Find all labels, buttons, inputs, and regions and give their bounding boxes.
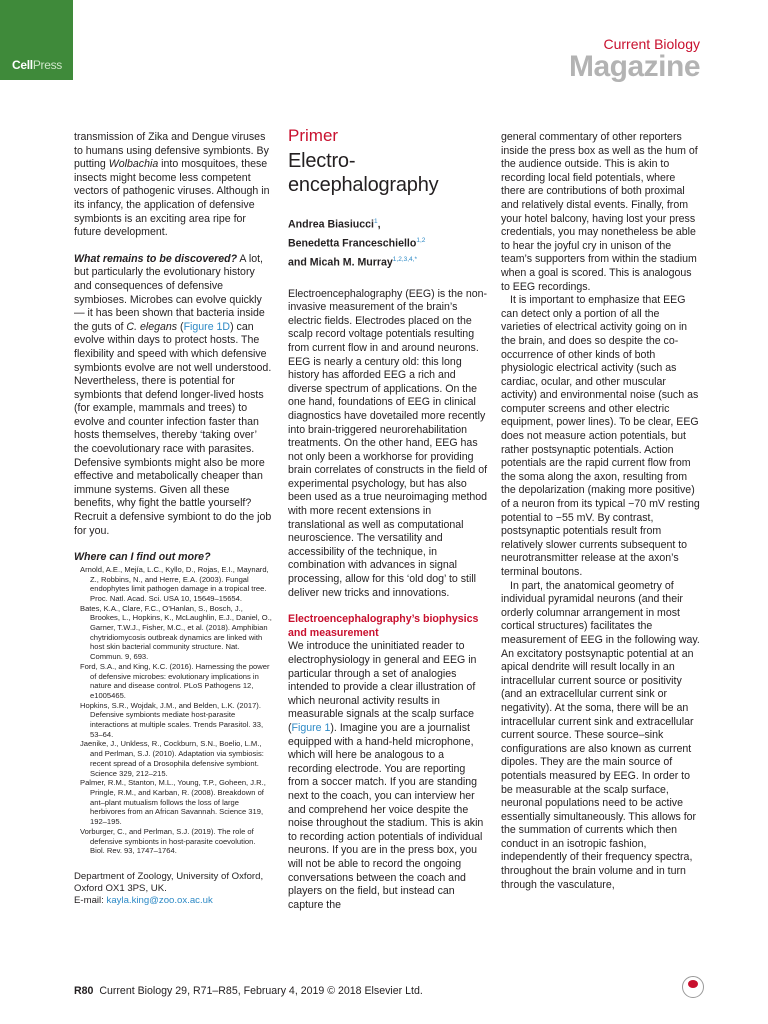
affiliation-marker[interactable]: 1: [373, 217, 378, 225]
page-number: R80: [74, 985, 94, 997]
figure-link[interactable]: Figure 1D: [183, 320, 231, 333]
reference-item: Palmer, R.M., Stanton, M.L., Young, T.P., Goheen, J.R., Pringle, R.M., and Karban, R. (2008). Breakdown of ant–plant mutualism follows the loss of large herbivores from an African Savannah. Science 319, 192–195.: [80, 778, 266, 827]
references-heading: Where can I find out more?: [74, 551, 211, 564]
crossmark-icon[interactable]: [682, 976, 704, 998]
figure-link[interactable]: Figure 1: [291, 721, 331, 734]
author-name: Andrea Biasiucci: [288, 218, 374, 231]
affiliation-marker[interactable]: 1,2: [416, 236, 426, 244]
page-footer: [74, 985, 423, 997]
email-line: [74, 895, 272, 907]
paragraph: [74, 131, 272, 240]
citation: Current Biology 29, R71–R85, February 4, 2019 © 2018 Elsevier Ltd.: [99, 985, 423, 997]
logo-bold: Cell: [12, 58, 33, 72]
author-name: Benedetta Franceschiello: [288, 237, 417, 250]
article-type: Primer: [288, 126, 339, 145]
question-heading: What remains to be discovered?: [74, 252, 238, 265]
text-span: into mosquitoes, these insects might become less competent vectors of pathogenic viruses. Although in its infancy, the application of defensive symbionts is an exciting area ripe for future development.: [74, 158, 270, 239]
text-span: A lot, but particularly the evolutionary history and consequences of defensive symbioses. Microbes can evolve quickly — it has been shown that bacteria inside the guts of: [74, 252, 265, 333]
italic-term: Wolbachia: [108, 158, 159, 171]
text-span: transmission of Zika and Dengue viruses to humans using defensive symbionts. By putting: [74, 131, 269, 171]
paragraph: It is important to emphasize that EEG can detect only a portion of all the varieties of electrical activity going on in the brain, and does so despite the co-occurrence of other kinds of both physiologic electrical activity (such as cardiac, ocular, and other muscular activity) and environmental noise (such as computer screens and other electric equipment, power lines). To be clear, EEG does not measure action potentials, but rather postsynaptic potentials. Action potentials are the rapid current flow from the soma along the axon, resulting from the depolarization (making more positive) of a neuron from its typical −70 mV resting potential to −55 mV. By contrast, postsynaptic potentials result from relatively slower currents subsequent to neurotransmitter release at the axon’s terminal boutons.: [501, 294, 700, 578]
email-label: E-mail:: [74, 895, 107, 907]
journal-name: Current Biology: [603, 36, 700, 52]
italic-term: C. elegans: [126, 320, 178, 333]
section-name: Magazine: [568, 50, 700, 83]
section-heading: Electroencephalography’s biophysics and measurement: [288, 613, 479, 639]
column-2: [288, 126, 488, 912]
reference-item: Arnold, A.E., Mejía, L.C., Kyllo, D., Rojas, E.I., Maynard, Z., Robbins, N., and Herre, E.A. (2003). Fungal endophytes limit pathogen damage in a tropical tree. Proc. Natl. Acad. Sci. USA 10, 15649–15654.: [80, 564, 269, 603]
reference-item: Bates, K.A., Clare, F.C., O’Hanlan, S., Bosch, J., Brookes, L., Hopkins, K., McLaughlin, E.J., Daniel, O., Garner, T.W.J., Fisher, M.C., et al. (2018). Amphibian chytridiomycosis outbreak dynamics are linked with host skin bacterial community structure. Nat. Commun. 9, 693.: [80, 603, 272, 662]
paragraph: [288, 640, 488, 912]
paragraph: general commentary of other reporters inside the press box as well as the hum of the audience outside. This is akin to recording local field potentials, where there are contributions of both proximal and relatively distal events. Finally, from your hotel balcony, having lost your press credentials, you may nonetheless be able to hear the joyful cry in unison of the team’s supporters from within the stadium when a goal is scored. This is analogous to EEG recordings.: [501, 131, 698, 293]
text-span: ) can evolve within days to protect hosts. The flexibility and speed with which defensive symbionts evolve are not well understood. Nevertheless, there is potential for symbionts that defend longer-lived hosts (for example, mammals and trees) to evolve and counter infection faster than hosts themselves, thereby ‘taking over’ the coevolutionary race with parasites. Defensive symbionts might also be more effective and metabolically cheaper than immune systems. Given all these benefits, why fight the battle yourself? Recruit a defensive symbiont to do the job for you.: [74, 320, 272, 537]
column-3: [501, 131, 701, 892]
reference-item: Jaenike, J., Unkless, R., Cockburn, S.N., Boelio, L.M., and Perlman, S.J. (2010). Adaptation via symbiosis: recent spread of a Drosophila defensive symbiont. Science 329, 212–215.: [80, 739, 264, 778]
text-span: (: [177, 320, 184, 333]
author: Andrea Biasiucci$^1$,: [288, 217, 381, 231]
intro-paragraph: Electroencephalography (EEG) is the non-invasive measurement of the brain’s electric fields. Electrodes placed on the scalp record voltage potentials resulting from current flow in and around neurons. EEG is nearly a century old: this long history has afforded EEG a rich and diverse spectrum of applications. On the one hand, foundations of EEG in clinical diagnostics have dovetailed more recently into brain-triggered neurorehabilitation treatments. On the other hand, EEG has not only been a workhorse for providing brain correlates of constructs in the field of experimental psychology, but has also been used as a true neuroimaging method with more recent extensions in translational as well as computational neuroscience. The versatility and accessibility of the technique, in combination with advances in signal processing, allow for this ‘old dog’ to still deliver new tricks and innovations.: [288, 287, 488, 599]
reference-item: Hopkins, S.R., Wojdak, J.M., and Belden, L.K. (2017). Defensive symbionts mediate host-parasite interactions at multiple scales. Trends Parasitol. 33, 53–64.: [80, 700, 264, 739]
author-name: and Micah M. Murray: [288, 256, 393, 269]
email-link[interactable]: kayla.king@zoo.ox.ac.uk: [106, 895, 213, 907]
paragraph: [74, 253, 272, 538]
text-span: We introduce the uninitiated reader to electrophysiology in general and EEG in particular through a set of analogies intended to provide a clear illustration of which neuronal activity results in measurable signals at the scalp surface (: [288, 640, 477, 734]
article-title: Electro-encephalography: [288, 149, 439, 196]
affiliation-marker[interactable]: 1,2,3,4,*: [392, 256, 417, 264]
text-span: ). Imagine you are a journalist equipped with a hand-held microphone, which will here be analogous to a recording electrode. You are reporting from a soccer match. If you are standing next to the coach, you can interview her and comprehend her voice despite the noise throughout the stadium. This is akin to recording action potentials of individual neurons. If you are in the press box, you will not be able to record the ongoing conversations between the coach and players on the field, but instead can capture the: [288, 721, 484, 911]
cellpress-logo: [0, 0, 73, 80]
author: [288, 233, 488, 252]
author-address: [74, 871, 272, 908]
paragraph: In part, the anatomical geometry of individual pyramidal neurons (and their orderly columnar arrangement in most cortical structures) facilitates the measurement of EEG in the following way. An excitatory postsynaptic potential at an apical dendrite will result locally in an intracellular current source or positivity (and an extracellular current sink or negativity). At the soma, there will be an intracellular current sink and extracellular current source. These source–sink configurations are also known as current dipoles. They are the main source of potentials measured by EEG. In order to be measurable at the scalp surface, neuronal populations need to be active essentially simultaneously. This allows for the summation of currents which then conduct in an isotropic fashion, independently of their frequency spectra, throughout the brain volume and in turn through the vasculature,: [501, 579, 700, 891]
logo-light: Press: [32, 58, 62, 72]
author: [288, 252, 488, 271]
author-list: [288, 214, 488, 272]
column-1: [74, 131, 272, 908]
cellpress-logo-text: [12, 58, 62, 72]
reference-item: Vorburger, C., and Perlman, S.J. (2019). The role of defensive symbionts in host-parasite coevolution. Biol. Rev. 93, 1747–1764.: [80, 826, 256, 856]
reference-item: Ford, S.A., and King, K.C. (2016). Harnessing the power of defensive microbes: evolutionary implications in nature and disease control. PLoS Pathogens 12, e1005465.: [80, 661, 270, 700]
address-text: Department of Zoology, University of Oxford, Oxford OX1 3PS, UK.: [74, 870, 264, 895]
